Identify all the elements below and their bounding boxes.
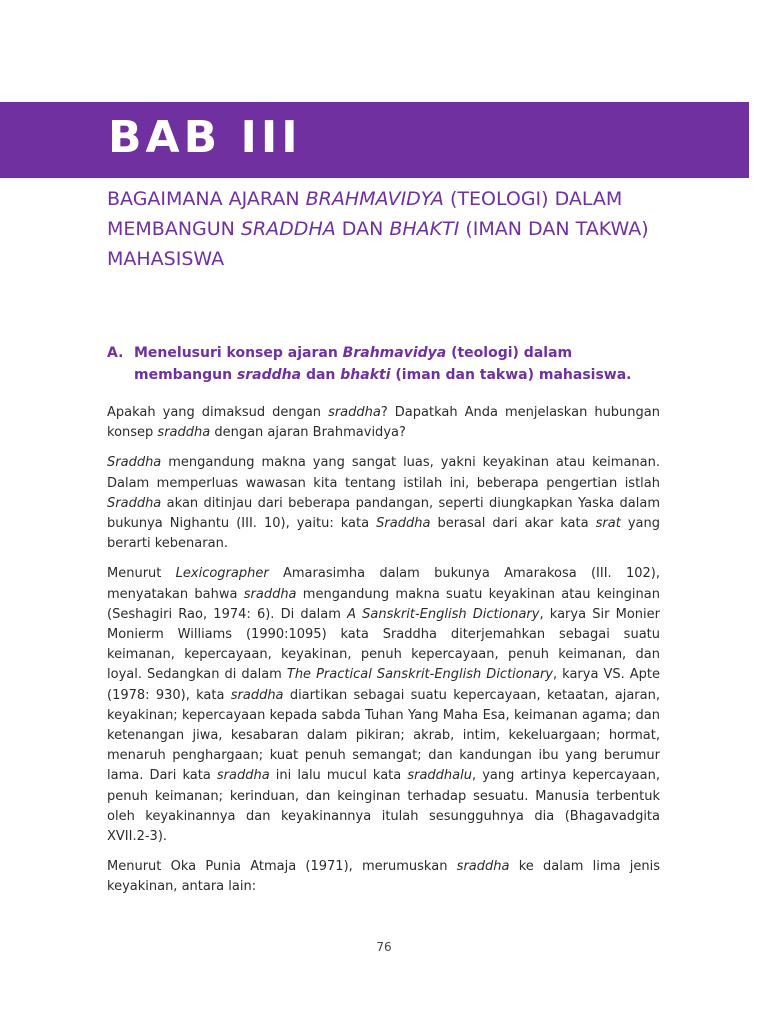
heading-text: (teologi) dalam membangun [134,345,573,383]
text-run: ke dalam lima jenis keyakinan, antara lain: [107,859,660,895]
chapter-band [0,102,749,178]
text-run: , karya Sir Monier Monierm Williams (1990:1095) kata Sraddha diterjemahkan sebagai suatu keimanan, kepercayaan, keyakinan, penuh kepercayaan, penuh keimanan, dan loyal. Sedangkan di dalam [107,606,660,683]
term: sraddha [216,768,270,784]
subtitle-text: BAGAIMANA AJARAN [107,188,306,210]
term: sraddha [243,586,297,602]
paragraph-3 [107,564,660,847]
page-number: 76 [376,940,392,954]
term: sraddha [230,687,284,703]
section-heading [107,342,667,386]
text-run: mengandung makna suatu keyakinan atau keinginan (Seshagiri Rao, 1974: 6). Di dalam [107,586,660,622]
term: sraddhalu [407,768,472,784]
term: Sraddha [107,455,162,471]
subtitle-term: SRADDHA [240,218,336,240]
heading-term: Brahmavidya [342,345,447,361]
term: Sraddha [376,516,431,532]
paragraph-2 [107,453,660,554]
body-text [107,403,660,908]
text-run: Menurut [107,566,176,582]
text-run: ini lalu mucul kata [269,768,408,784]
heading-text: Menelusuri konsep ajaran [134,345,343,361]
section-letter: A. [107,345,124,361]
subtitle-text: DAN [335,218,390,240]
heading-term: sraddha [236,367,302,383]
text-run: Amarasimha dalam bukunya Amarakosa (III. 102), menyatakan bahwa [107,566,660,602]
text-run: , karya VS. Apte (1978: 930), kata [107,667,660,703]
text-run: Apakah yang dimaksud dengan [107,405,329,420]
subtitle-text: (TEOLOGI) DALAM MEMBANGUN [107,188,623,240]
text-run: , yang artinya kepercayaan, penuh keimanan; kerinduan, dan keinginan terhadap sesuatu. Manusia terbentuk oleh keyakinannya dan keyakinannya itulah sesungguhnya dia (Bhagavadgita XVII.2-3). [107,768,660,845]
text-run: ? Dapatkah Anda menjelaskan hubungan konsep [107,405,660,441]
term: sraddha [456,859,510,875]
text-run: akan ditinjau dari beberapa pandangan, seperti diungkapkan Yaska dalam bukunya Nighantu (III. 10), yaitu: kata [107,495,660,532]
subtitle-text: (IMAN DAN TAKWA) MAHASISWA [107,218,649,270]
chapter-subtitle [107,184,687,274]
paragraph-1 [107,403,660,443]
section-heading-text [107,342,667,386]
heading-text: dan [301,367,341,383]
chapter-title: BAB III [108,112,302,163]
text-run: mengandung makna yang sangat luas, yakni keyakinan atau keimanan. Dalam memperluas wawasan kita tentang istilah ini, beberapa pengertian istlah [107,455,660,491]
heading-term: bhakti [340,367,391,383]
paragraph-4 [107,857,660,897]
text-run: Menurut Oka Punia Atmaja (1971), merumuskan [107,859,457,875]
subtitle-term: BHAKTI [389,218,460,240]
text-run: yang berarti kebenaran. [107,516,660,552]
text-run: berasal dari akar kata [430,516,596,532]
term: sraddha [328,405,381,420]
term: A Sanskrit-English Dictionary [347,606,540,622]
term: Lexicographer [175,566,269,582]
subtitle-term: BRAHMAVIDYA [305,188,444,210]
term: Sraddha [107,495,162,511]
term: srat [595,516,621,532]
text-run: dengan ajaran Brahmavidya? [210,425,406,441]
term: The Practical Sanskrit-English Dictionary [286,667,553,683]
heading-text: (iman dan takwa) mahasiswa. [390,367,632,383]
text-run: diartikan sebagai suatu kepercayaan, ketaatan, ajaran, keyakinan; kepercayaan kepada sabda Tuhan Yang Maha Esa, keimanan agama; dan ketenangan jiwa, kesabaran dalam pikiran; akrab, intim, kekeluargaan; hormat, menaruh penghargaan; kuat penuh semangat; dan kandungan ibu yang berumur lama. Dari kata [107,687,660,784]
term: sraddha [157,425,211,441]
